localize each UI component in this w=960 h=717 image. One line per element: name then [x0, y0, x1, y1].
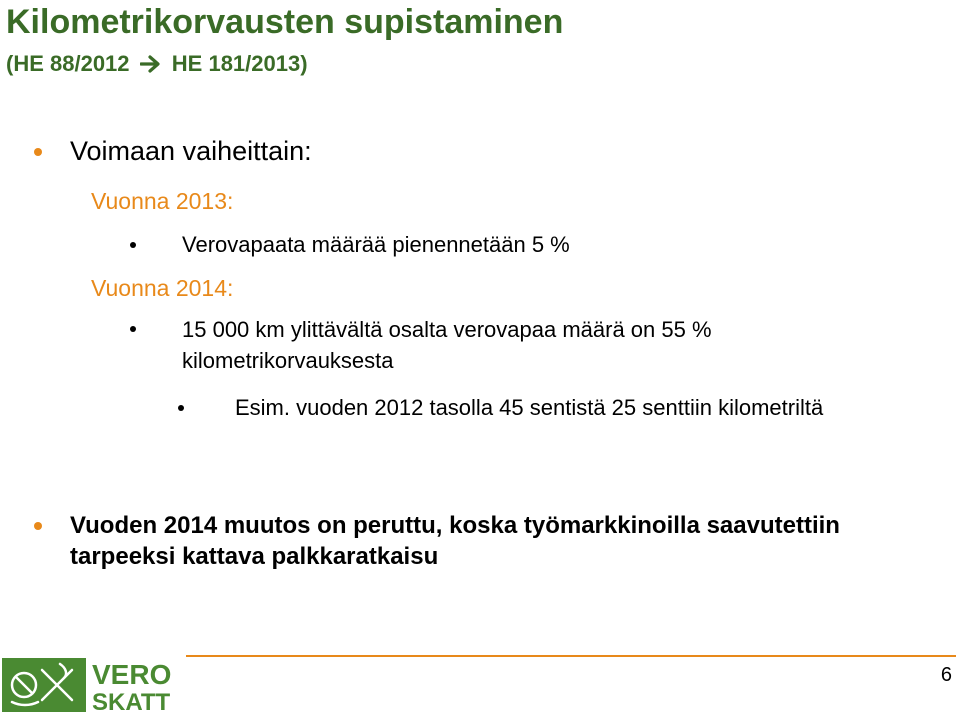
bullet-icon — [34, 522, 42, 530]
bullet-icon — [178, 405, 184, 411]
page-number: 6 — [940, 664, 952, 686]
bullet-2013-item: Verovapaata määrää pienennetään 5 % — [182, 232, 570, 257]
subtitle-left: (HE 88/2012 — [6, 51, 130, 76]
bullet-icon — [130, 326, 136, 332]
footer-divider — [186, 655, 956, 657]
subtitle-right: HE 181/2013) — [171, 51, 308, 76]
vero-skatt-logo — [2, 658, 174, 712]
bullet-icon — [130, 242, 136, 248]
year-2014-label: Vuonna 2014: — [91, 275, 234, 301]
bullet-2014-item: 15 000 km ylittävältä osalta verovapaa määrä on 55 % kilometrikorvauksesta — [182, 317, 712, 373]
bullet-cancelled: Vuoden 2014 muutos on peruttu, koska työmarkkinoilla saavutettiin tarpeeksi kattava palkkaratkaisu — [70, 512, 840, 570]
logo-line2: SKATT — [92, 689, 171, 712]
right-arrow-icon — [140, 50, 162, 78]
bullet-voimaan: Voimaan vaiheittain: — [70, 136, 312, 166]
bullet-icon — [34, 148, 42, 156]
logo-line1: VERO — [92, 659, 172, 690]
bullet-example: Esim. vuoden 2012 tasolla 45 sentistä 25 senttiin kilometriltä — [235, 395, 824, 420]
slide-subtitle — [6, 50, 308, 78]
slide-title: Kilometrikorvausten supistaminen — [6, 3, 564, 41]
year-2013-label: Vuonna 2013: — [91, 188, 234, 214]
